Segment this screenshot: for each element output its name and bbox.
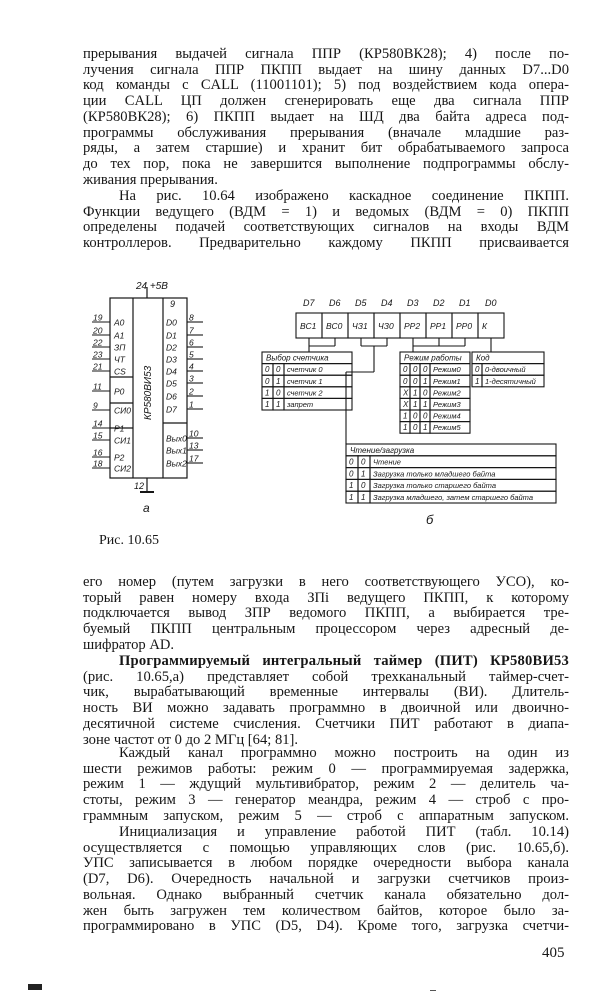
pin-label: Вых2	[166, 458, 187, 469]
pin-label: A0	[114, 317, 125, 328]
table-cell-text: 1	[475, 376, 480, 386]
text-line: определены подачей соответствующих сигналов на входы ВДМ	[83, 220, 569, 236]
text-line: ряды, а затем старшие) и хранит бит обрабатываемого запроса	[83, 141, 569, 157]
text-line: осуществляется с помощью управляющих слов (рис. 10.65,б).	[83, 840, 569, 856]
text-line: торый равен номеру входа ЗПi ведущего ПКПП, к которому	[83, 590, 569, 606]
text-line: (КР580ВК28); 6) ПКПП выдает на ШД два байта адреса под-	[83, 109, 569, 125]
text-line: подключается вывод ЗПР ведомого ПКПП, а выбирается тре-	[83, 606, 569, 622]
pin-number: 23	[93, 349, 103, 360]
field-label: РР1	[430, 321, 447, 331]
pin-number: 3	[189, 373, 194, 384]
paragraph-pit-intro	[83, 654, 569, 748]
pin-label: D1	[166, 330, 177, 341]
table-cell-text: 1	[265, 400, 270, 409]
paragraph-slave-number	[83, 575, 569, 654]
paragraph-initialization	[83, 825, 569, 935]
pin-number: 20	[93, 325, 103, 336]
power-label: 24 +5В	[136, 281, 168, 292]
table-cell-text: 0	[475, 365, 480, 375]
sub-label-a: а	[143, 501, 150, 515]
text-line: программы обслуживания прерывания (вначале младшие раз-	[83, 125, 569, 141]
text-line: контроллеров. Предварительно каждому ПКПП присваивается	[83, 236, 569, 252]
table-cell-text: 0	[403, 365, 408, 375]
scan-tick	[430, 990, 436, 991]
table-cell-text: 1	[276, 400, 281, 409]
pin-label: ЗП	[114, 342, 126, 353]
pin-label: CИ1	[114, 435, 131, 446]
text-line: десятичной системе счисления. Счетчики ПИТ работают в диапа-	[83, 716, 569, 732]
bit-label: D4	[381, 298, 393, 308]
pin-number: 7	[189, 325, 194, 336]
table-cell-text: 1-десятичный	[485, 376, 536, 386]
chip-name: КР580ВИ53	[143, 365, 154, 420]
text-line: стоты, режим 3 — генератор меандра, режим 4 — строб с про-	[83, 793, 569, 809]
table-cell-text: 1	[349, 481, 354, 491]
pin-number: 14	[93, 418, 103, 429]
table-cell-text: счетчик 1	[287, 376, 323, 386]
text-line: Каждый канал программно можно построить на один из	[119, 746, 569, 761]
text-line-heading: Программируемый интегральный таймер (ПИТ) КР580ВИ53	[119, 654, 569, 669]
table-title: Чтение/загрузка	[350, 445, 415, 455]
text-line: Функции ведущего (ВДМ = 1) и ведомых (ВДМ = 0) ПКПП	[83, 204, 569, 220]
table-cell-text: 0	[423, 365, 428, 375]
text-line: жен быть загружен тем количеством байтов, которое было за-	[83, 903, 569, 919]
bit-label: D2	[433, 298, 445, 308]
field-label: ЧЗ1	[352, 321, 368, 331]
pin-number: 9	[93, 400, 98, 411]
table-cell-text: Загрузка младшего, затем старшего байта	[373, 493, 534, 502]
text-line: до тех пор, пока не завершится выполнение подпрограммы обслу-	[83, 156, 569, 172]
table-cell-text: Режим5	[433, 423, 461, 433]
text-line: режим 1 — ждущий мультивибратор, режим 2 — делитель ча-	[83, 777, 569, 793]
text-line: УПС записывается в любом порядке очередности выбора канала	[83, 856, 569, 872]
paragraph-modes	[83, 746, 569, 825]
table-cell-text: 1	[349, 493, 354, 502]
field-label: ВС0	[326, 321, 343, 331]
text-line: живания прерывания.	[83, 172, 218, 188]
control-word-diagram	[262, 298, 556, 503]
bit-label: D5	[355, 298, 367, 308]
figure-caption: Рис. 10.65	[99, 533, 159, 548]
field-label: К	[482, 321, 488, 331]
table-cell-text: 0	[413, 365, 418, 375]
table-cell-text: Загрузка только старшего байта	[373, 481, 496, 491]
pin-label: D5	[166, 378, 177, 389]
table-cell-text: 1	[361, 469, 366, 479]
table-title: Код	[476, 353, 490, 363]
table-cell-text: 0	[361, 457, 366, 467]
table-cell-text: 0	[413, 423, 418, 433]
text-line: его номер (путем загрузки в него соответствующего УСО), ко-	[83, 575, 569, 590]
pin-number: 1	[189, 399, 194, 410]
table-cell-text: 0	[276, 365, 281, 375]
table-cell-text: 1	[361, 493, 366, 502]
text-line: (рис. 10.65,а) представляет собой трехканальный таймер-счет-	[83, 669, 569, 685]
bit-label: D1	[459, 298, 471, 308]
pin-number: 22	[93, 337, 103, 348]
table-cell-text: X	[403, 400, 409, 409]
pin-label: D4	[166, 366, 177, 377]
table-cell-text: запрет	[287, 400, 314, 409]
text-line: лучения сигнала ППР ПКПП выдает на шину данных D7...D0	[83, 62, 569, 78]
table-cell-text: 1	[423, 423, 428, 433]
text-line: ции CALL ЦП должен сгенерировать еще два сигнала ППР	[83, 94, 569, 110]
field-label: РР0	[456, 321, 473, 331]
pin-number: 21	[93, 361, 103, 372]
pin-number: 8	[189, 312, 194, 323]
table-cell-text: 1	[423, 400, 428, 409]
pin-label: D0	[166, 317, 177, 328]
field-label: ВС1	[300, 321, 317, 331]
text-line: прерывания выдачей сигнала ППР (КР580ВК28); 4) после по-	[83, 47, 569, 62]
pin-label: CS	[114, 366, 126, 377]
pin-label: P0	[114, 386, 125, 397]
pin-label: D7	[166, 404, 177, 415]
ground-pin: 12	[134, 481, 145, 491]
pin-number: 15	[93, 430, 103, 441]
text-line: буемый ПКПП центральным процессором через адресный де-	[83, 622, 569, 638]
pin-label: D3	[166, 354, 177, 365]
pin-number: 6	[189, 337, 194, 348]
text-line: чик, вырабатывающий временные интервалы (ВИ). Длитель-	[83, 685, 569, 701]
table-cell-text: 0	[349, 469, 354, 479]
table-cell-text: счетчик 2	[287, 388, 323, 398]
table-cell-text: 0	[265, 365, 270, 375]
table-cell-text: 0	[423, 411, 428, 421]
table-cell-text: X	[403, 388, 409, 398]
pin-label: Вых1	[166, 445, 187, 456]
text-line: шифратор AD.	[83, 637, 175, 653]
table-cell-text: счетчик 0	[287, 365, 323, 375]
field-label: РР2	[404, 321, 421, 331]
page-number: 405	[542, 945, 565, 961]
pin-label: A1	[114, 330, 125, 341]
scan-mark	[28, 984, 42, 990]
field-label: ЧЗ0	[378, 321, 394, 331]
table-cell-text: Режим4	[433, 411, 461, 421]
text-line: На рис. 10.64 изображено каскадное соединение ПКПП.	[119, 189, 569, 204]
table-cell-text: 1	[413, 388, 418, 398]
table-cell-text: 0	[413, 411, 418, 421]
table-cell-text: Режим3	[433, 400, 461, 409]
table-cell-text: 0	[413, 376, 418, 386]
pin-number: 16	[93, 447, 103, 458]
pin-number: 17	[189, 453, 199, 464]
table-cell-text: Режим1	[433, 376, 461, 386]
pin-label: P2	[114, 452, 125, 463]
pin-number: 5	[189, 349, 194, 360]
table-cell-text: 0	[423, 388, 428, 398]
table-title: Выбор счетчика	[266, 353, 329, 363]
table-cell-text: 0-двоичный	[485, 365, 526, 375]
pin-number: 2	[189, 386, 194, 397]
bit-label: D0	[485, 298, 497, 308]
text-line: (D7, D6). Очередность начальной и загрузки счетчиков произ-	[83, 872, 569, 888]
table-cell-text: 0	[265, 376, 270, 386]
pin-number: 10	[189, 428, 199, 439]
table-cell-text: 1	[403, 423, 408, 433]
table-cell-text: 0	[361, 481, 366, 491]
table-cell-text: 1	[403, 411, 408, 421]
table-cell-text: 1	[423, 376, 428, 386]
pin-label: P1	[114, 423, 125, 434]
pin-number: 13	[189, 440, 199, 451]
text-line: ность ВИ можно задавать программно в двоичной или двоично-	[83, 701, 569, 717]
table-cell-text: 0	[276, 388, 281, 398]
pin-label: ЧТ	[114, 354, 125, 365]
bit-label: D6	[329, 298, 341, 308]
bit-label: D7	[303, 298, 315, 308]
table-cell-text: 1	[265, 388, 270, 398]
text-line: шести режимов работы: режим 0 — программируемая задержка,	[83, 761, 569, 777]
pin-number: 4	[189, 361, 194, 372]
table-cell-text: Загрузка только младшего байта	[373, 469, 496, 479]
table-cell-text: Режим2	[433, 388, 461, 398]
table-cell-text: Режим0	[433, 365, 461, 375]
vcc-pin: 9	[170, 299, 176, 309]
text-line: код команды с CALL (11001101); 5) под воздействием кода опера-	[83, 78, 569, 94]
table-cell-text: 1	[413, 400, 418, 409]
table-title: Режим работы	[404, 353, 462, 363]
table-cell-text: 0	[403, 376, 408, 386]
pin-number: 19	[93, 312, 103, 323]
pin-label: D2	[166, 342, 177, 353]
pin-label: CИ0	[114, 405, 131, 416]
table-cell-text: 0	[349, 457, 354, 467]
pin-label: D6	[166, 391, 177, 402]
sub-label-b: б	[426, 512, 434, 527]
pin-number: 18	[93, 458, 103, 469]
pin-label: CИ2	[114, 463, 131, 474]
bit-label: D3	[407, 298, 419, 308]
table-cell-text: Чтение	[373, 457, 401, 467]
table-cell-text: 1	[276, 376, 281, 386]
text-line: Инициализация и управление работой ПИТ (табл. 10.14)	[119, 825, 569, 840]
pin-number: 11	[93, 381, 102, 392]
text-line: программировано в УПС (D5, D4). Кроме того, загрузка счетчи-	[83, 919, 569, 935]
pin-label: Вых0	[166, 433, 187, 444]
text-line: вольная. Однако выбранный счетчик канала обязательно дол-	[83, 887, 569, 903]
text-line: зоне частот от 0 до 2 МГц [64; 81].	[83, 732, 299, 748]
text-line: граммным запуском, режим 5 — строб с аппаратным запуском.	[83, 808, 569, 824]
